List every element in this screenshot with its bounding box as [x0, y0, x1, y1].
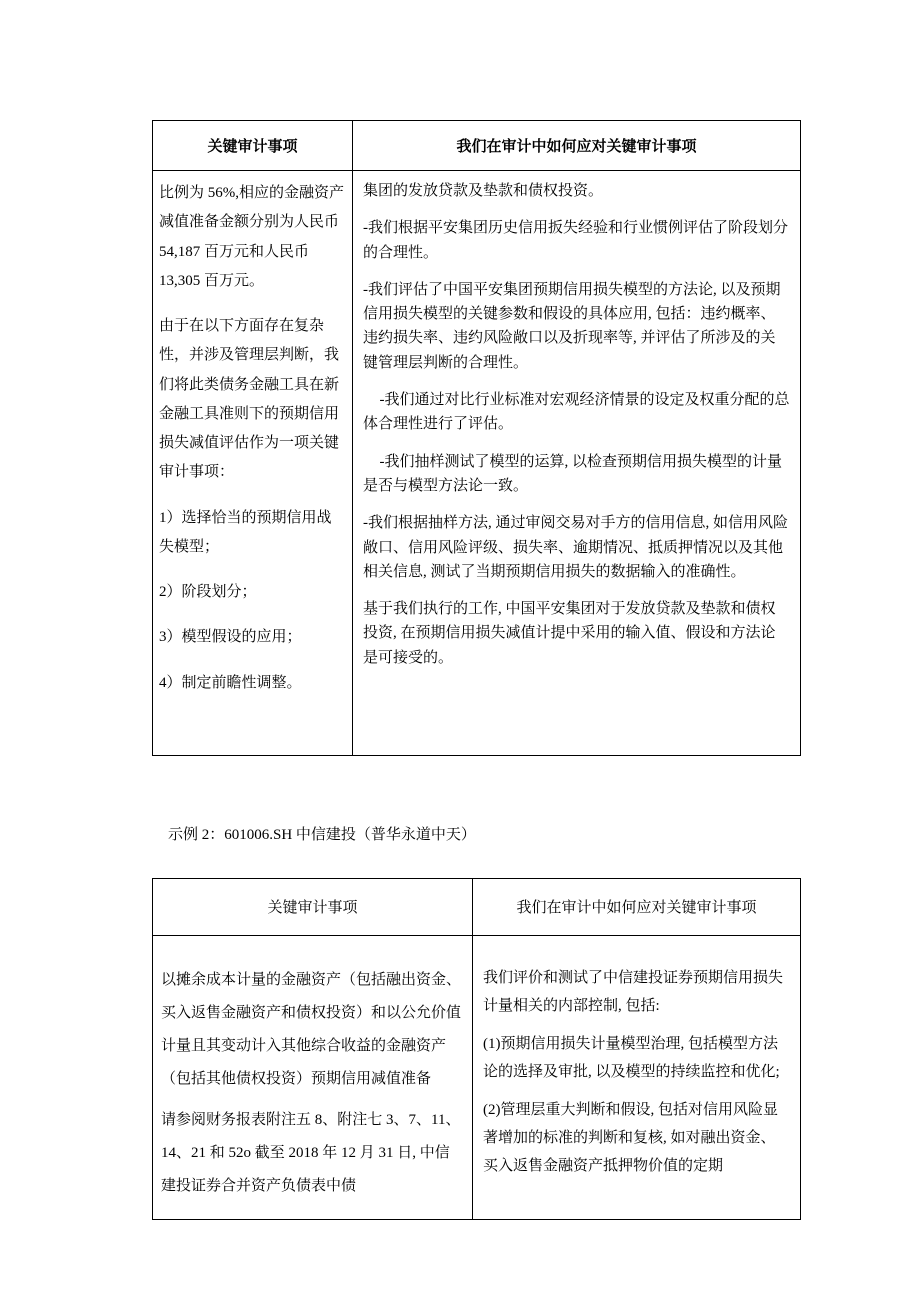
- list-item: 3）模型假设的应用；: [159, 629, 302, 646]
- paragraph: -我们通过对比行业标准对宏观经济情景的设定及权重分配的总体合理性进行了评估。: [363, 392, 790, 433]
- table2-left-cell: [153, 935, 473, 1219]
- table2-header-row: [153, 878, 801, 935]
- table2-header-audit-response: 我们在审计中如何应对关键审计事项: [473, 878, 801, 935]
- paragraph: 请参阅财务报表附注五 8、附注七 3、7、11、14、21 和 52o 截至 2018 年 12 月 31 日, 中信建投证券合并资产负债表中债: [161, 1111, 461, 1194]
- table1-header-audit-response: 我们在审计中如何应对关键审计事项: [353, 121, 801, 171]
- kam-table-2: [152, 878, 801, 1220]
- table1-body-row: [153, 171, 801, 756]
- table2-header-key-audit-matter: 关键审计事项: [153, 878, 473, 935]
- table2-body-row: [153, 935, 801, 1219]
- table1-header-row: [153, 121, 801, 171]
- kam-table-1: [152, 120, 801, 756]
- paragraph: -我们根据平安集团历史信用扳失经验和行业惯例评估了阶段划分的合理性。: [363, 220, 788, 261]
- paragraph: 由于在以下方面存在复杂性，并涉及管理层判断，我们将此类债务金融工具在新金融工具准则下的预期信用损失减值评估作为一项关键审计事项：: [159, 318, 340, 481]
- paragraph: 我们评价和测试了中信建投证券预期信用损失计量相关的内部控制, 包括:: [483, 969, 784, 1014]
- table1-header-key-audit-matter: 关键审计事项: [153, 121, 353, 171]
- paragraph: 基于我们执行的工作, 中国平安集团对于发放贷款及垫款和债权投资, 在预期信用损失减值计提中采用的输入值、假设和方法论是可接受的。: [363, 601, 776, 666]
- paragraph: -我们抽样测试了模型的运算, 以检查预期信用损失模型的计量是否与模型方法论一致。: [363, 453, 782, 494]
- table1-right-cell: [353, 171, 801, 756]
- paragraph: -我们评估了中国平安集团预期信用损失模型的方法论, 以及预期信用损失模型的关键参数和假设的具体应用, 包括：违约概率、违约损失率、违约风险敞口以及折现率等, 并评估了所涉及的关键管理层判断的合理性。: [363, 281, 781, 371]
- paragraph: 比例为 56%,相应的金融资产减值准备金额分别为人民币 54,187 百万元和人民币 13,305 百万元。: [159, 185, 344, 289]
- table1-left-cell: [153, 171, 353, 756]
- paragraph: 以摊余成本计量的金融资产（包括融出资金、买入返售金融资产和债权投资）和以公允价值计量且其变动计入其他综合收益的金融资产（包括其他债权投资）预期信用减值准备: [161, 971, 462, 1087]
- example-2-heading: 示例 2：601006.SH 中信建投（普华永道中天）: [168, 827, 476, 843]
- list-item: 4）制定前瞻性调整。: [159, 674, 302, 691]
- paragraph: (1)预期信用损失计量模型治理, 包括模型方法论的选择及审批, 以及模型的持续监控和优化;: [483, 1035, 780, 1080]
- paragraph: -我们根据抽样方法, 通过审阅交易对手方的信用信息, 如信用风险敞口、信用风险评级、损失率、逾期情况、抵质押情况以及其他相关信息, 测试了当期预期信用损失的数据输入的准确性。: [363, 515, 788, 580]
- list-item: 2）阶段划分；: [159, 584, 257, 600]
- paragraph: (2)管理层重大判断和假设, 包括对信用风险显著增加的标准的判断和复核, 如对融出资金、买入返售金融资产抵押物价值的定期: [483, 1101, 778, 1174]
- list-item: 1）选择恰当的预期信用战失模型；: [159, 509, 332, 555]
- table2-right-cell: [473, 935, 801, 1219]
- paragraph: 集团的发放贷款及垫款和债权投资。: [363, 183, 604, 199]
